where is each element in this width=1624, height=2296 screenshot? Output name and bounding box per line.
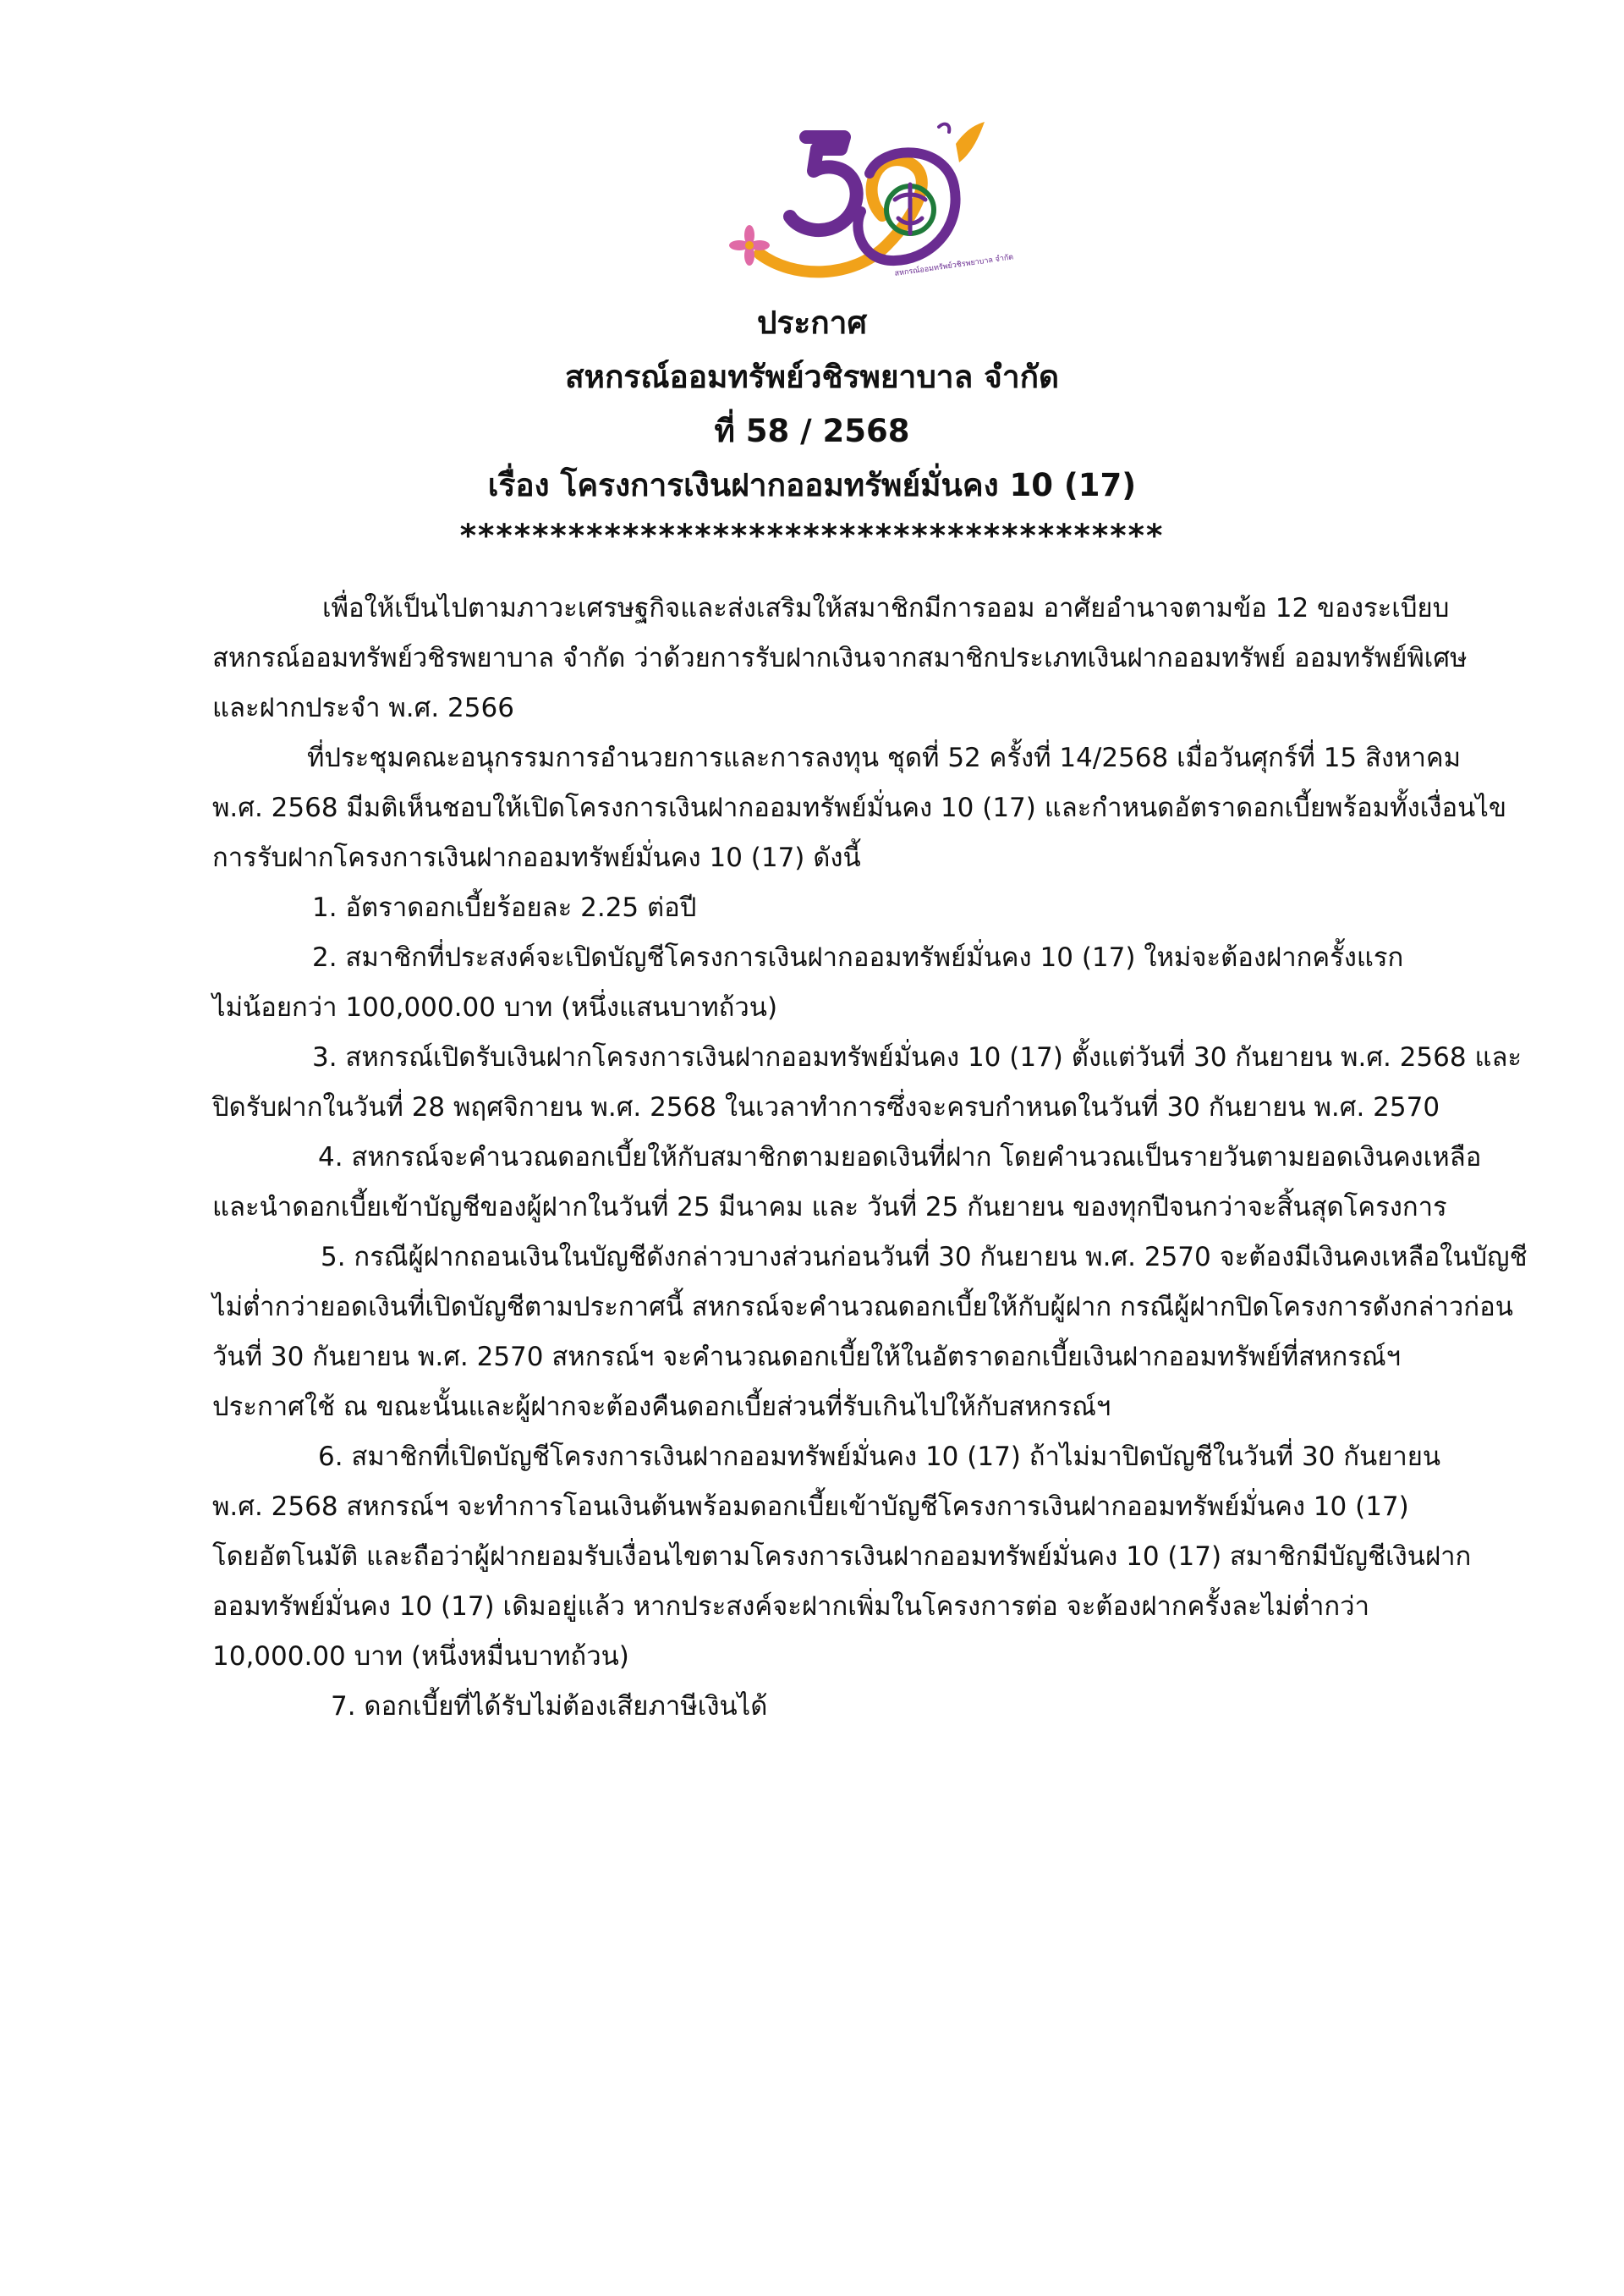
item-5-line: 5. กรณีผู้ฝากถอนเงินในบัญชีดังกล่าวบางส่วนก่อนวันที่ 30 กันยายน พ.ศ. 2570 จะต้องมีเงินคงเหลือในบัญชี — [321, 1242, 1528, 1272]
item-2-line: ไม่น้อยกว่า 100,000.00 บาท (หนึ่งแสนบาทถ้วน) — [212, 992, 778, 1023]
header-subject: เรื่อง โครงการเงินฝากออมทรัพย์มั่นคง 10 (17) — [487, 467, 1137, 503]
announcement-header — [0, 296, 1624, 560]
item-5-line: วันที่ 30 กันยายน พ.ศ. 2570 สหกรณ์ฯ จะคำนวณดอกเบี้ยให้ในอัตราดอกเบี้ยเงินฝากออมทรัพย์ที่สหกรณ์ฯ — [212, 1342, 1402, 1372]
header-organization-name: สหกรณ์ออมทรัพย์วชิรพยาบาล จำกัด — [564, 359, 1060, 395]
item-2-line: 2. สมาชิกที่ประสงค์จะเปิดบัญชีโครงการเงินฝากออมทรัพย์มั่นคง 10 (17) ใหม่จะต้องฝากครั้งแรก — [312, 942, 1404, 973]
item-6-line: ออมทรัพย์มั่นคง 10 (17) เดิมอยู่แล้ว หากประสงค์จะฝากเพิ่มในโครงการต่อ จะต้องฝากครั้งละไม่ต่ำกว่า — [212, 1591, 1369, 1622]
header-announcement-word: ประกาศ — [757, 305, 867, 341]
item-6-line: 6. สมาชิกที่เปิดบัญชีโครงการเงินฝากออมทรัพย์มั่นคง 10 (17) ถ้าไม่มาปิดบัญชีในวันที่ 30 กันยายน — [318, 1442, 1441, 1472]
item-1-line: 1. อัตราดอกเบี้ยร้อยละ 2.25 ต่อปี — [312, 893, 697, 923]
header-star-divider: *************************************** — [459, 518, 1165, 554]
item-6-line: โดยอัตโนมัติ และถือว่าผู้ฝากยอมรับเงื่อนไขตามโครงการเงินฝากออมทรัพย์มั่นคง 10 (17) สมาชิกมีบัญชีเงินฝาก — [212, 1541, 1472, 1572]
intro-line: สหกรณ์ออมทรัพย์วชิรพยาบาล จำกัด ว่าด้วยการรับฝากเงินจากสมาชิกประเภทเงินฝากออมทรัพย์ ออมทรัพย์พิเศษ — [212, 643, 1468, 673]
item-3-line: ปิดรับฝากในวันที่ 28 พฤศจิกายน พ.ศ. 2568 ในเวลาทำการซึ่งจะครบกำหนดในวันที่ 30 กันยายน พ.ศ. 2570 — [212, 1092, 1440, 1123]
item-5-line: ประกาศใช้ ณ ขณะนั้นและผู้ฝากจะต้องคืนดอกเบี้ยส่วนที่รับเกินไปให้กับสหกรณ์ฯ — [212, 1392, 1111, 1422]
resolution-line: ที่ประชุมคณะอนุกรรมการอำนวยการและการลงทุน ชุดที่ 52 ครั้งที่ 14/2568 เมื่อวันศุกร์ที่ 15 สิงหาคม — [307, 743, 1462, 773]
item-3-line: 3. สหกรณ์เปิดรับเงินฝากโครงการเงินฝากออมทรัพย์มั่นคง 10 (17) ตั้งแต่วันที่ 30 กันยายน พ.ศ. 2568 และ — [312, 1042, 1522, 1073]
item-4-line: และนำดอกเบี้ยเข้าบัญชีของผู้ฝากในวันที่ 25 มีนาคม และ วันที่ 25 กันยายน ของทุกปีจนกว่าจะสิ้นสุดโครงการ — [212, 1192, 1447, 1222]
intro-line: เพื่อให้เป็นไปตามภาวะเศรษฐกิจและส่งเสริมให้สมาชิกมีการออม อาศัยอำนาจตามข้อ 12 ของระเบียบ — [322, 593, 1450, 623]
resolution-line: พ.ศ. 2568 มีมติเห็นชอบให้เปิดโครงการเงินฝากออมทรัพย์มั่นคง 10 (17) และกำหนดอัตราดอกเบี้ยพร้อมทั้งเงื่อนไข — [212, 793, 1507, 823]
item-6-line: พ.ศ. 2568 สหกรณ์ฯ จะทำการโอนเงินต้นพร้อมดอกเบี้ยเข้าบัญชีโครงการเงินฝากออมทรัพย์มั่นคง 10 (17) — [212, 1491, 1409, 1522]
item-5-line: ไม่ต่ำกว่ายอดเงินที่เปิดบัญชีตามประกาศนี้ สหกรณ์จะคำนวณดอกเบี้ยให้กับผู้ฝาก กรณีผู้ฝากปิดโครงการดังกล่าวก่อน — [212, 1292, 1513, 1322]
intro-line: และฝากประจำ พ.ศ. 2566 — [212, 693, 514, 723]
announcement-body — [212, 584, 1557, 1732]
logo-ring-text: สหกรณ์ออมทรัพย์วชิรพยาบาล จำกัด — [894, 253, 1014, 278]
item-4-line: 4. สหกรณ์จะคำนวณดอกเบี้ยให้กับสมาชิกตามยอดเงินที่ฝาก โดยคำนวณเป็นรายวันตามยอดเงินคงเหลือ — [318, 1142, 1482, 1173]
logo-five-shape — [790, 137, 857, 230]
resolution-line: การรับฝากโครงการเงินฝากออมทรัพย์มั่นคง 10 (17) ดังนี้ — [212, 843, 861, 873]
header-announcement-number: ที่ 58 / 2568 — [714, 413, 910, 449]
logo-leaf — [956, 122, 985, 162]
cooperative-50th-anniversary-logo — [726, 118, 1014, 298]
item-6-line: 10,000.00 บาท (หนึ่งหมื่นบาทถ้วน) — [212, 1641, 629, 1672]
item-7-line: 7. ดอกเบี้ยที่ได้รับไม่ต้องเสียภาษีเงินได้ — [331, 1691, 768, 1722]
logo-small-mark — [939, 124, 949, 132]
